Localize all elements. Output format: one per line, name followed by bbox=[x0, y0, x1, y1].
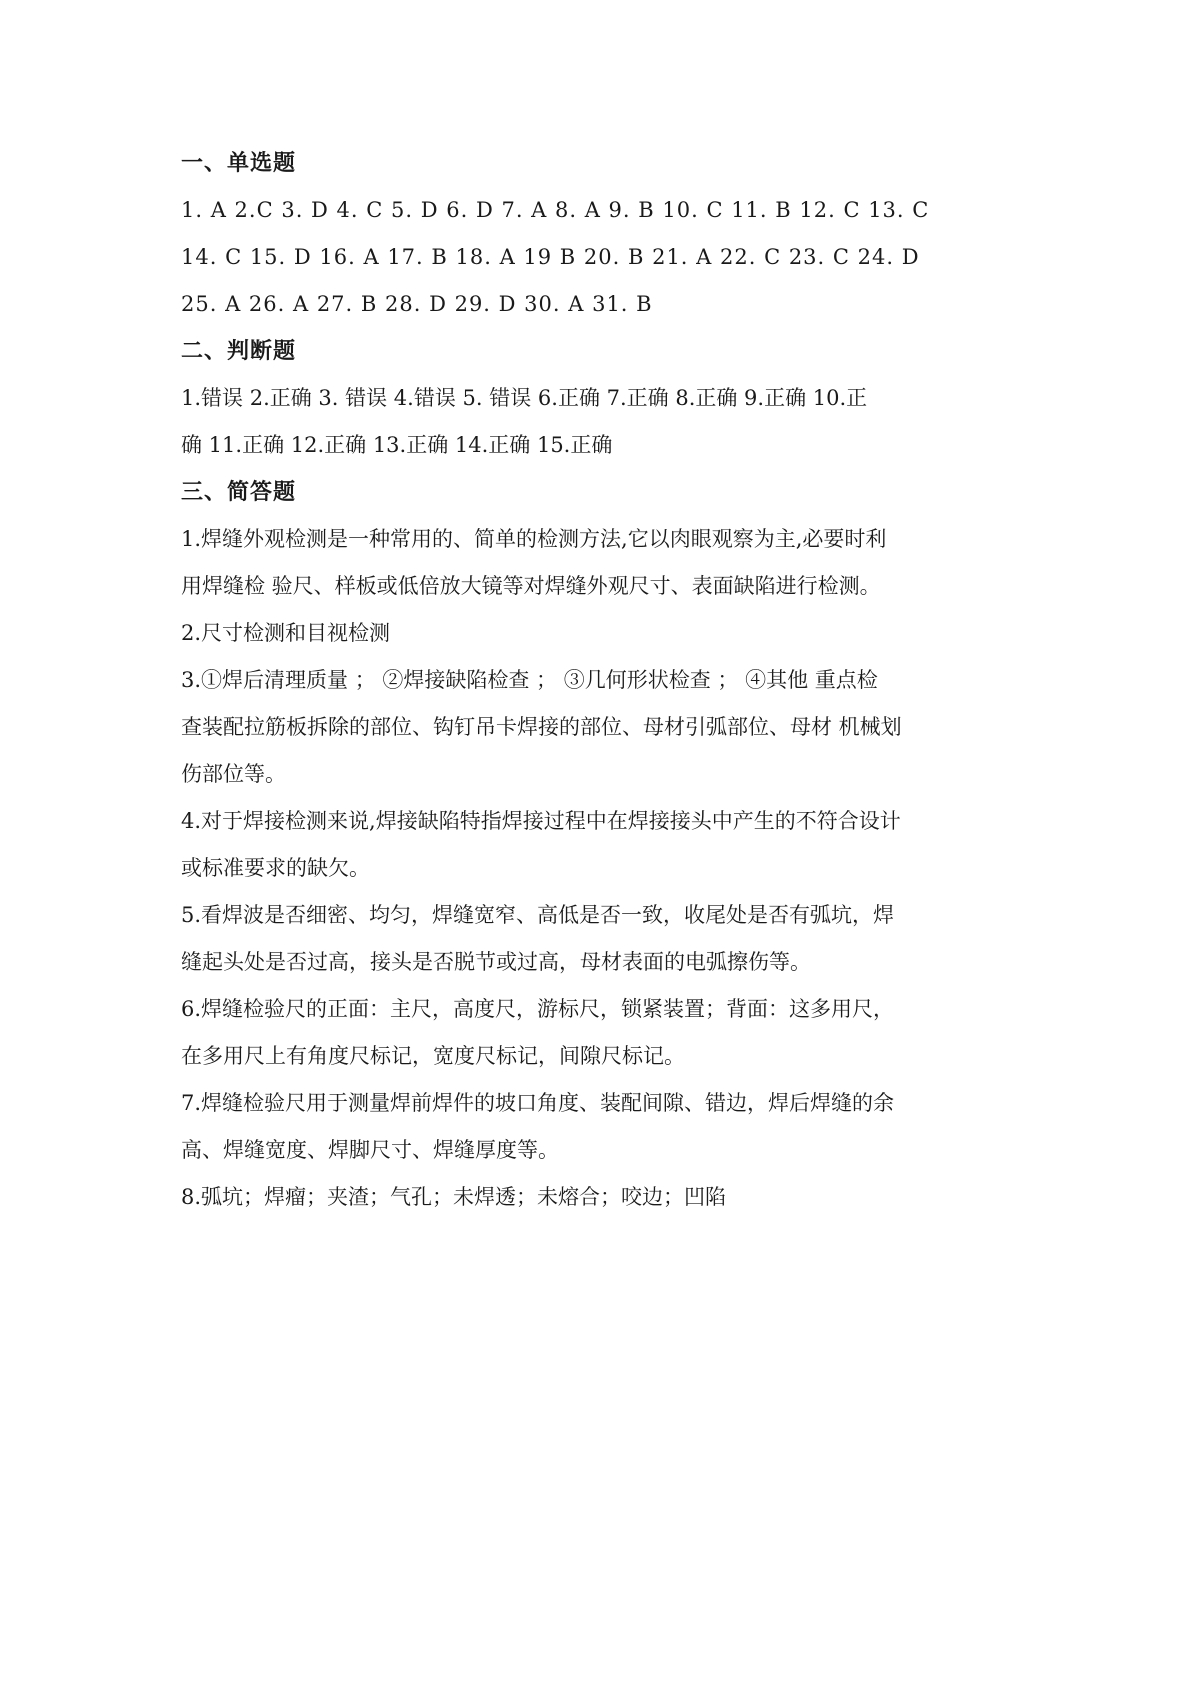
short-answer-6 bbox=[181, 986, 1021, 1080]
answer-line: 4.对于焊接检测来说,焊接缺陷特指焊接过程中在焊接接头中产生的不符合设计 bbox=[181, 809, 901, 833]
answer-line: 高、焊缝宽度、焊脚尺寸、焊缝厚度等。 bbox=[181, 1138, 559, 1162]
answer-line: 伤部位等。 bbox=[181, 762, 286, 786]
answer-line: 1.错误 2.正确 3. 错误 4.错误 5. 错误 6.正确 7.正确 8.正确 9.正确 10.正 bbox=[181, 386, 868, 410]
section-single-choice bbox=[181, 140, 1021, 328]
answer-sheet bbox=[181, 140, 1021, 1221]
section-short-answer bbox=[181, 469, 1021, 1221]
answer-line: 25. A 26. A 27. B 28. D 29. D 30. A 31. B bbox=[181, 292, 653, 316]
true-false-answers bbox=[181, 375, 1021, 469]
answer-line: 3.①焊后清理质量 ； ②焊接缺陷检查 ； ③几何形状检查 ； ④其他 重点检 bbox=[181, 668, 878, 692]
short-answer-8 bbox=[181, 1174, 1021, 1221]
section-title-true-false: 二、判断题 bbox=[181, 339, 297, 364]
answer-line: 查装配拉筋板拆除的部位、钩钉吊卡焊接的部位、母材引弧部位、母材 机械划 bbox=[181, 715, 902, 739]
single-choice-answers bbox=[181, 187, 1021, 328]
short-answer-3 bbox=[181, 657, 1021, 798]
short-answer-7 bbox=[181, 1080, 1021, 1174]
short-answer-2 bbox=[181, 610, 1021, 657]
answer-line: 1.焊缝外观检测是一种常用的、简单的检测方法,它以肉眼观察为主,必要时利 bbox=[181, 527, 887, 551]
answer-line: 5.看焊波是否细密、均匀，焊缝宽窄、高低是否一致，收尾处是否有弧坑，焊 bbox=[181, 903, 895, 927]
answer-line: 1. A 2.C 3. D 4. C 5. D 6. D 7. A 8. A 9. B 10. C 11. B 12. C 13. C bbox=[181, 198, 930, 222]
short-answer-1 bbox=[181, 516, 1021, 610]
answer-line: 确 11.正确 12.正确 13.正确 14.正确 15.正确 bbox=[181, 433, 613, 457]
section-true-false bbox=[181, 328, 1021, 469]
answer-line: 8.弧坑；焊瘤；夹渣；气孔；未焊透；未熔合；咬边；凹陷 bbox=[181, 1185, 727, 1209]
section-title-short-answer: 三、简答题 bbox=[181, 480, 297, 505]
answer-line: 7.焊缝检验尺用于测量焊前焊件的坡口角度、装配间隙、错边，焊后焊缝的余 bbox=[181, 1091, 895, 1115]
answer-line: 在多用尺上有角度尺标记，宽度尺标记，间隙尺标记。 bbox=[181, 1044, 685, 1068]
answer-line: 2.尺寸检测和目视检测 bbox=[181, 621, 391, 645]
answer-line: 14. C 15. D 16. A 17. B 18. A 19 B 20. B 21. A 22. C 23. C 24. D bbox=[181, 245, 920, 269]
short-answer-4 bbox=[181, 798, 1021, 892]
short-answer-5 bbox=[181, 892, 1021, 986]
answer-line: 缝起头处是否过高，接头是否脱节或过高，母材表面的电弧擦伤等。 bbox=[181, 950, 811, 974]
answer-line: 6.焊缝检验尺的正面：主尺，高度尺，游标尺，锁紧装置；背面：这多用尺， bbox=[181, 997, 895, 1021]
answer-line: 用焊缝检 验尺、样板或低倍放大镜等对焊缝外观尺寸、表面缺陷进行检测。 bbox=[181, 574, 881, 598]
section-title-single-choice: 一、单选题 bbox=[181, 151, 297, 176]
answer-line: 或标准要求的缺欠。 bbox=[181, 856, 370, 880]
